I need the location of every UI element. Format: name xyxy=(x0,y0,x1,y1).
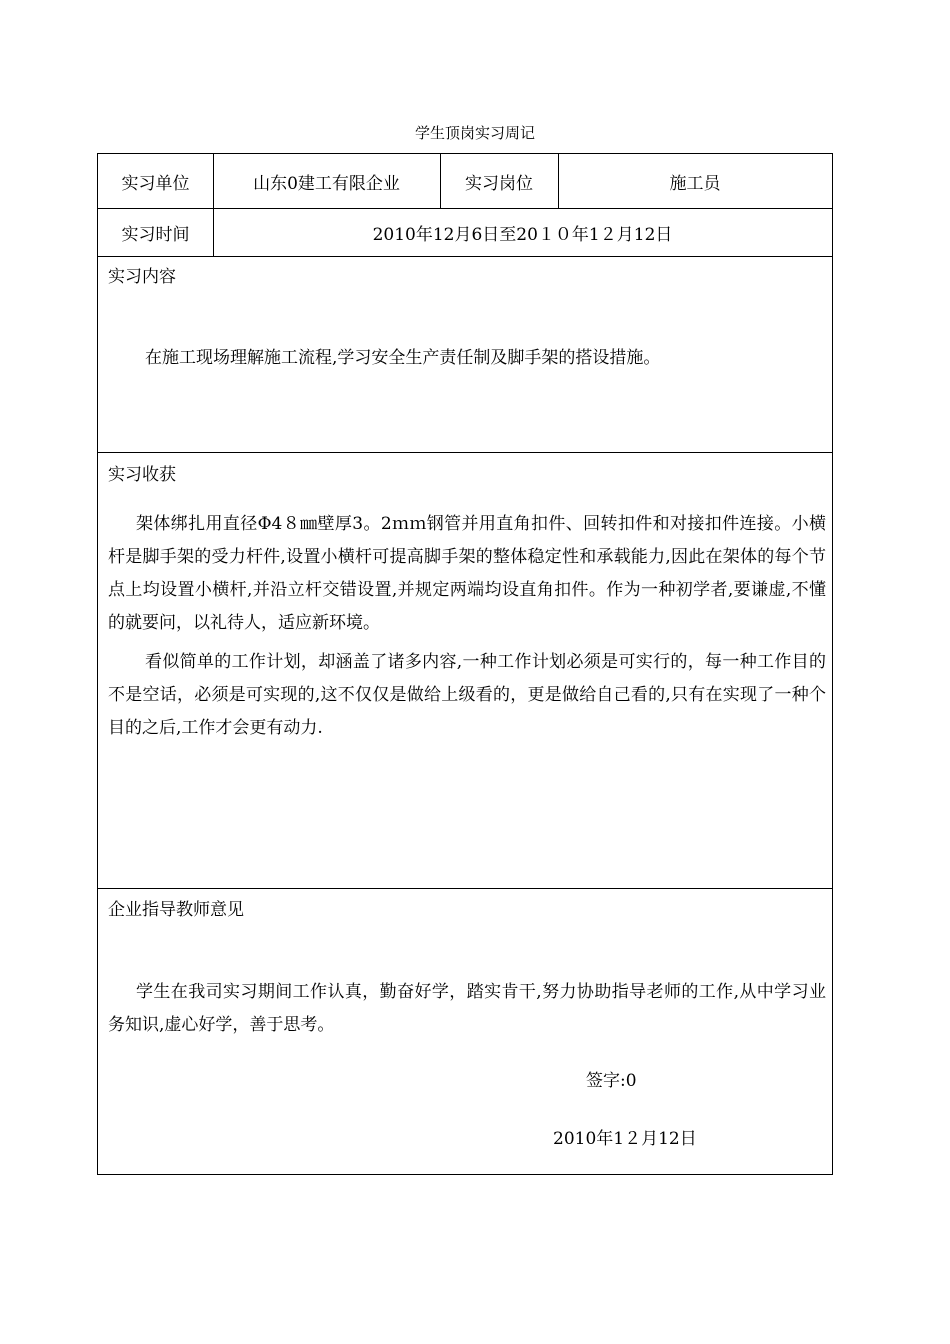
time-label: 实习时间 xyxy=(121,224,190,245)
gains-paragraph-1: 架体绑扎用直径Φ4８㎜壁厚3。2ｍｍ钢管并用直角扣件、回转扣件和对接扣件连接。小横杆是脚手架的受力杆件,设置小横杆可提高脚手架的整体稳定性和承载能力,因此在架体的每个节点上均设置小横杆,并沿立杆交错设置,并规定两端均设直角扣件。作为一种初学者,要谦虚,不懂的就要问，以礼待人，适应新环境。 xyxy=(108,514,826,633)
opinion-label: 企业指导教师意见 xyxy=(108,900,244,920)
row-divider-4 xyxy=(98,888,832,889)
content-text: 在施工现场理解施工流程,学习安全生产责任制及脚手架的搭设措施。 xyxy=(145,348,661,368)
journal-table xyxy=(97,153,833,1175)
unit-value: 山东0建工有限企业 xyxy=(253,173,400,194)
row-divider-3 xyxy=(98,452,832,453)
content-label: 实习内容 xyxy=(108,267,176,287)
post-label: 实习岗位 xyxy=(465,173,533,194)
row-divider-2 xyxy=(98,256,832,257)
gains-label: 实习收获 xyxy=(108,465,176,485)
post-value: 施工员 xyxy=(669,173,721,194)
gains-paragraph-2: 看似简单的工作计划，却涵盖了诸多内容,一种工作计划必须是可实行的，每一种工作目的不是空话，必须是可实现的,这不仅仅是做给上级看的，更是做给自己看的,只有在实现了一种个目的之后,工作才会更有动力. xyxy=(108,652,826,738)
document-title: 学生顶岗实习周记 xyxy=(414,124,535,142)
time-value: 2010年12月6日至20１０年1２月12日 xyxy=(372,224,673,245)
opinion-date: 2010年1２月12日 xyxy=(553,1129,697,1149)
opinion-text: 学生在我司实习期间工作认真，勤奋好学，踏实肯干,努力协助指导老师的工作,从中学习业务知识,虚心好学，善于思考。 xyxy=(108,982,826,1035)
signature: 签字:0 xyxy=(586,1071,637,1091)
unit-label: 实习单位 xyxy=(121,173,190,194)
